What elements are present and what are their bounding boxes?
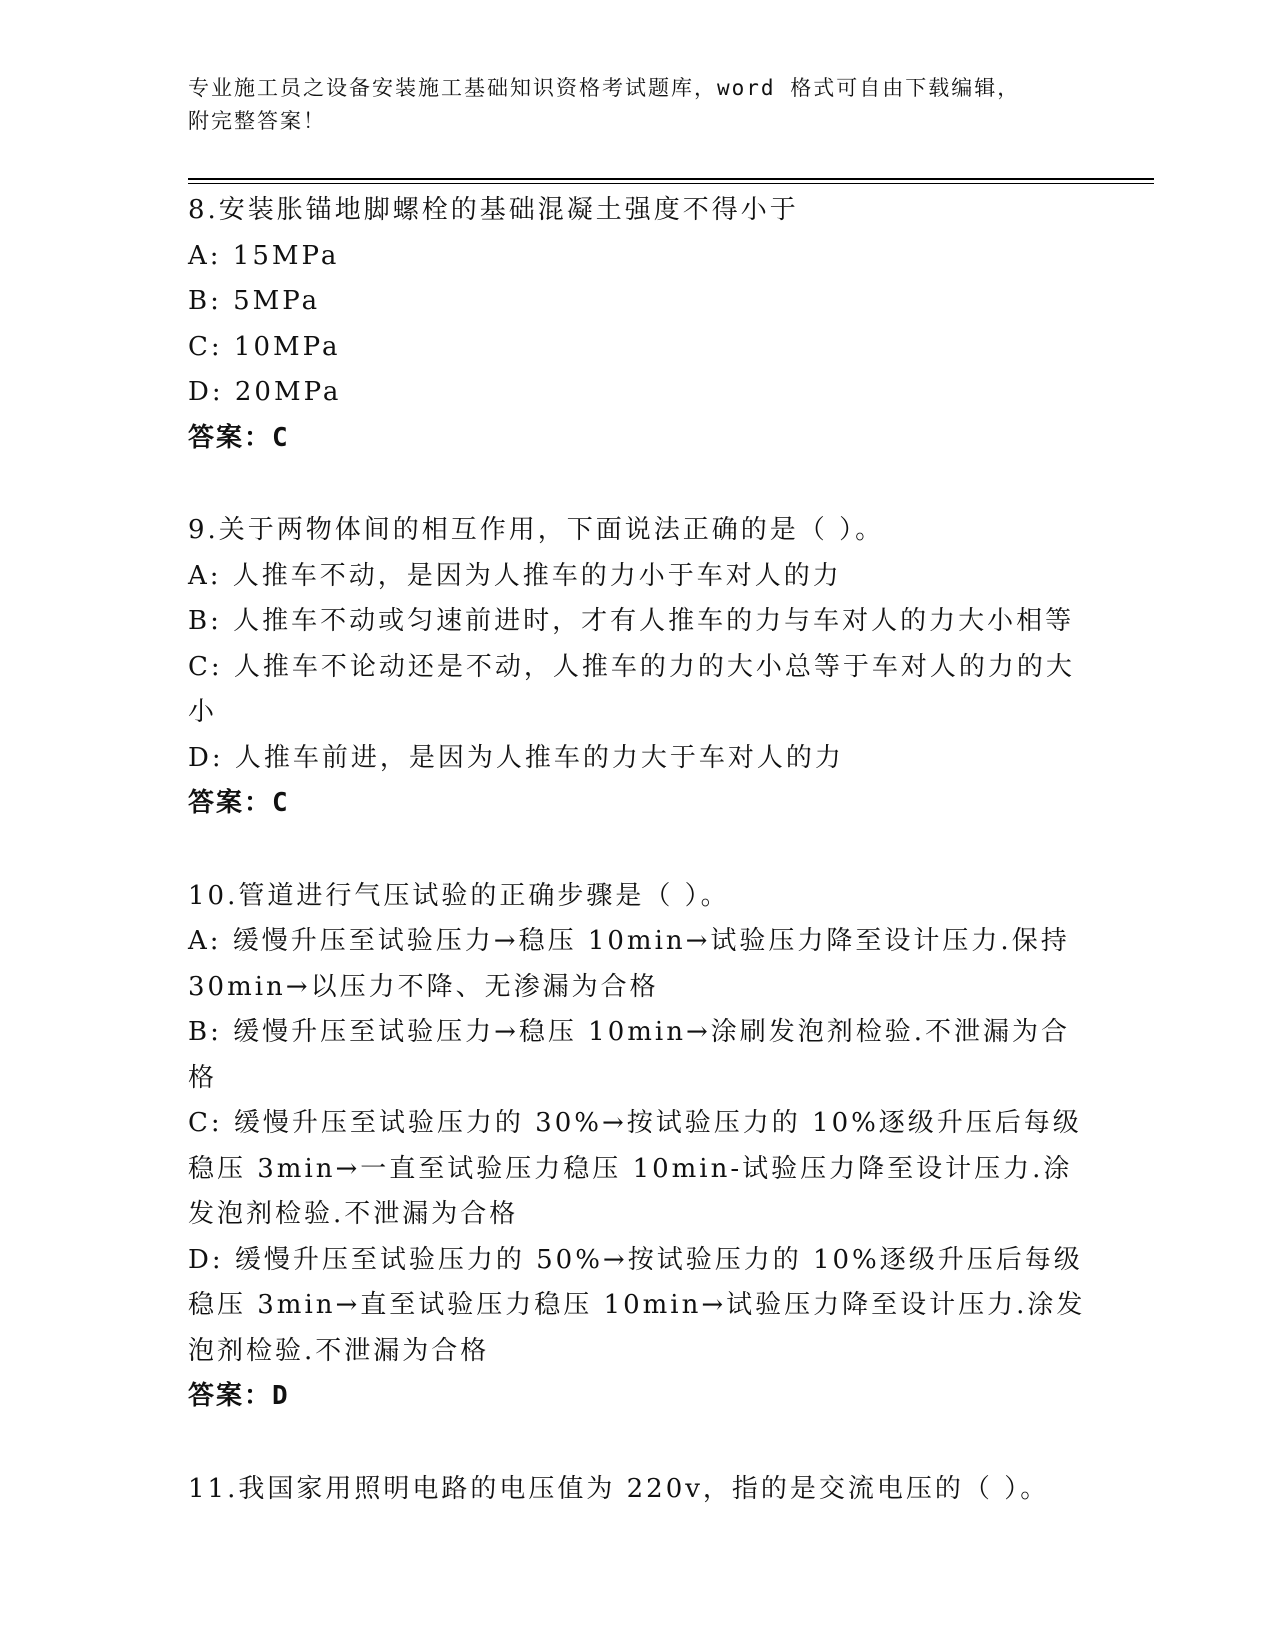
question-8: [188, 188, 1088, 461]
option-a: A: 缓慢升压至试验压力→稳压 10min→试验压力降至设计压力.保持 30min→以压力不降、无渗漏为合格: [188, 926, 1070, 1002]
question-11: [188, 1467, 1088, 1513]
option-d: D: 缓慢升压至试验压力的 50%→按试验压力的 10%逐级升压后每级稳压 3min→直至试验压力稳压 10min→试验压力降至设计压力.涂发泡剂检验.不泄漏为合格: [188, 1244, 1086, 1366]
option-b: B: 人推车不动或匀速前进时，才有人推车的力与车对人的力大小相等: [188, 606, 1075, 636]
option-a: A: 人推车不动，是因为人推车的力小于车对人的力: [188, 560, 842, 591]
option-c: C: 人推车不论动还是不动，人推车的力的大小总等于车对人的力的大小: [188, 651, 1075, 727]
question-stem: 9.关于两物体间的相互作用，下面说法正确的是（ ）。: [188, 515, 885, 545]
header-line-2: 附完整答案！: [188, 109, 326, 133]
header-rule-thin: [188, 183, 1154, 184]
option-c: C: 缓慢升压至试验压力的 30%→按试验压力的 10%逐级升压后每级稳压 3min→一直至试验压力稳压 10min-试验压力降至设计压力.涂发泡剂检验.不泄漏为合格: [188, 1108, 1082, 1229]
option-d: D: 20MPa: [188, 377, 342, 407]
option-b: B: 缓慢升压至试验压力→稳压 10min→涂刷发泡剂检验.不泄漏为合格: [188, 1017, 1071, 1093]
question-9: [188, 508, 1088, 827]
answer: 答案：C: [188, 788, 290, 818]
option-c: C: 10MPa: [188, 331, 341, 362]
header-rule-thick: [188, 178, 1154, 180]
question-stem: 10.管道进行气压试验的正确步骤是（ ）。: [188, 880, 730, 911]
question-10: [188, 874, 1088, 1420]
document-header: [188, 72, 1068, 138]
option-d: D: 人推车前进，是因为人推车的力大于车对人的力: [188, 742, 844, 773]
question-stem: 11.我国家用照明电路的电压值为 220v，指的是交流电压的（ ）。: [188, 1473, 1050, 1504]
answer: 答案：C: [188, 422, 290, 453]
option-a: A: 15MPa: [188, 240, 340, 271]
header-line-1: 专业施工员之设备安装施工基础知识资格考试题库，word 格式可自由下载编辑，: [188, 76, 1021, 100]
option-b: B: 5MPa: [188, 286, 321, 316]
answer: 答案：D: [188, 1381, 290, 1411]
question-stem: 8.安装胀锚地脚螺栓的基础混凝土强度不得小于: [188, 195, 799, 225]
question-list: [188, 188, 1088, 1559]
